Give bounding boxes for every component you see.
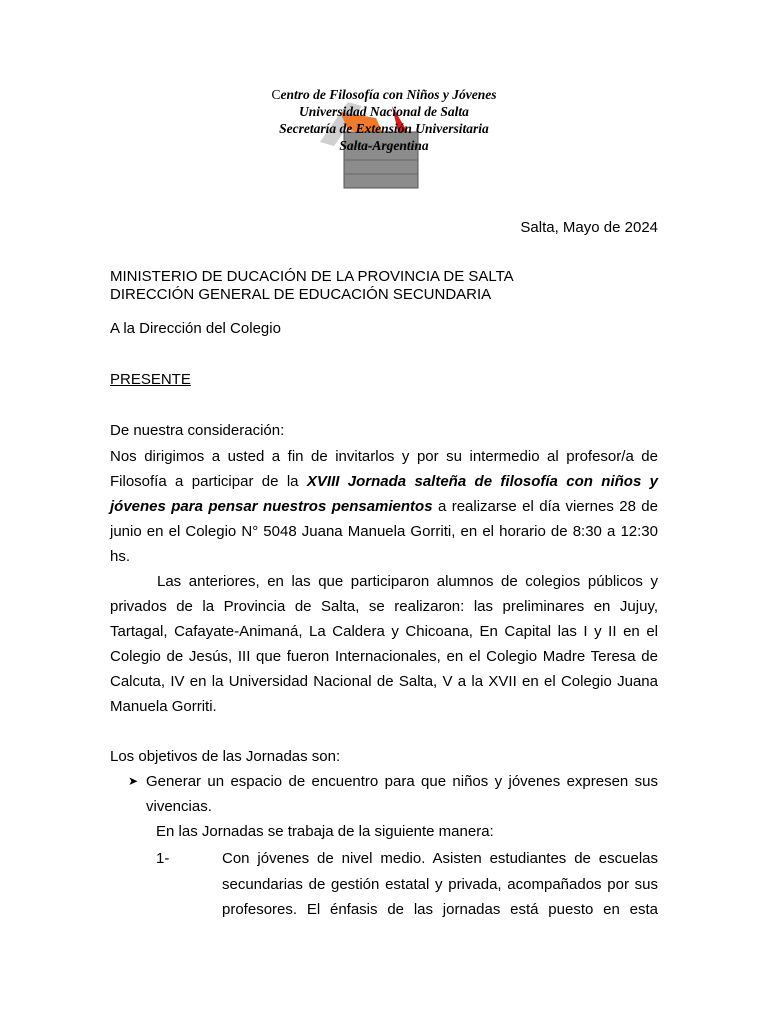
letterhead: [200, 86, 568, 154]
letterhead-line-2: Universidad Nacional de Salta: [299, 104, 469, 119]
event-name: XVIII Jornada salteña de filosofía con niños y jóvenes para pensar nuestros pensamientos: [110, 473, 658, 515]
presente-heading: PRESENTE: [110, 371, 191, 388]
letterhead-line-1: Centro de Filosofía con Niños y Jóvenes: [271, 87, 497, 102]
invitation-paragraph: Nos dirigimos a usted a fin de invitarlos y por su intermedio al profesor/a de Filosofía a participar de la XVIII Jornada salteña de filosofía con niños y jóvenes para pensar nuestros pensamientos a realizarse el día viernes 28 de junio en el Colegio N° 5048 Juana Manuela Gorriti, en el horario de 8:30 a 12:30 hs.: [110, 448, 658, 565]
recipient-block: [110, 268, 658, 304]
letterhead-line-4: Salta-Argentina: [339, 138, 429, 153]
salutation: De nuestra consideración:: [110, 422, 285, 439]
method-heading: En las Jornadas se trabaja de la siguiente manera:: [156, 823, 494, 840]
history-paragraph: Las anteriores, en las que participaron alumnos de colegios públicos y privados de la Provincia de Salta, se realizaron: las preliminares en Jujuy, Tartagal, Cafayate-Animaná, La Caldera y Chicoana, En Capital las I y II en el Colegio de Jesús, III que fueron Internacionales, en el Colegio Madre Teresa de Calcuta, IV en la Universidad Nacional de Salta, V a la XVII en el Colegio Juana Manuela Gorriti.: [110, 573, 658, 715]
letter-date: Salta, Mayo de 2024: [520, 219, 658, 236]
item-text: Con jóvenes de nivel medio. Asisten estudiantes de escuelas secundarias de gestión estatal y privada, acompañados por sus profesores. El énfasis de las jornadas está puesto en esta: [222, 850, 658, 918]
letterhead-line-3: Secretaría de Extensión Universitaria: [279, 121, 489, 136]
item-number: 1-: [156, 850, 170, 867]
addressee: A la Dirección del Colegio: [110, 320, 281, 337]
objectives-heading: Los objetivos de las Jornadas son:: [110, 748, 341, 765]
numbered-item: [156, 846, 658, 923]
recipient-line-2: DIRECCIÓN GENERAL DE EDUCACIÓN SECUNDARIA: [110, 286, 492, 303]
recipient-line-1: MINISTERIO DE DUCACIÓN DE LA PROVINCIA DE SALTA: [110, 268, 514, 285]
arrow-bullet-icon: ➤: [128, 774, 139, 788]
objective-item: ➤ Generar un espacio de encuentro para que niños y jóvenes expresen sus vivencias.: [128, 769, 658, 819]
